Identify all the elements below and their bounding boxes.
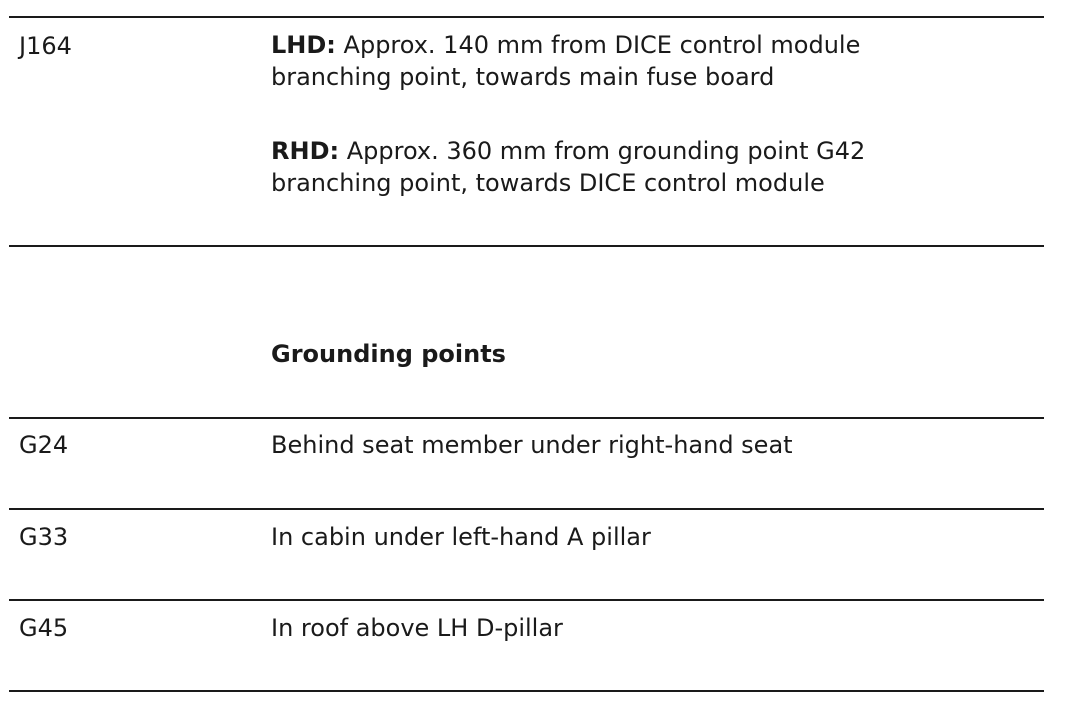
grounding-point-description: Behind seat member under right-hand seat (271, 431, 793, 459)
grounding-point-description: In roof above LH D-pillar (271, 614, 563, 642)
table-rule-top (9, 16, 1044, 18)
grounding-point-description: In cabin under left-hand A pillar (271, 523, 651, 551)
rhd-text-line-1: Approx. 360 mm from grounding point G42 (346, 137, 866, 165)
table-rule (9, 599, 1044, 601)
rhd-description-line-1 (271, 135, 865, 167)
lhd-text-line-1: Approx. 140 mm from DICE control module (343, 31, 861, 59)
lhd-label: LHD: (271, 31, 336, 59)
table-rule (9, 417, 1044, 419)
grounding-point-code: G33 (19, 523, 69, 551)
rhd-text-line-2: branching point, towards DICE control module (271, 169, 825, 197)
table-rule (9, 245, 1044, 247)
rhd-label: RHD: (271, 137, 340, 165)
grounding-point-code: G45 (19, 614, 69, 642)
lhd-description-line-1 (271, 29, 860, 61)
section-heading-grounding-points: Grounding points (271, 340, 506, 368)
grounding-point-code: G24 (19, 431, 69, 459)
lhd-text-line-2: branching point, towards main fuse board (271, 63, 775, 91)
table-rule-bottom (9, 690, 1044, 692)
table-rule (9, 508, 1044, 510)
connector-code: J164 (19, 32, 72, 60)
